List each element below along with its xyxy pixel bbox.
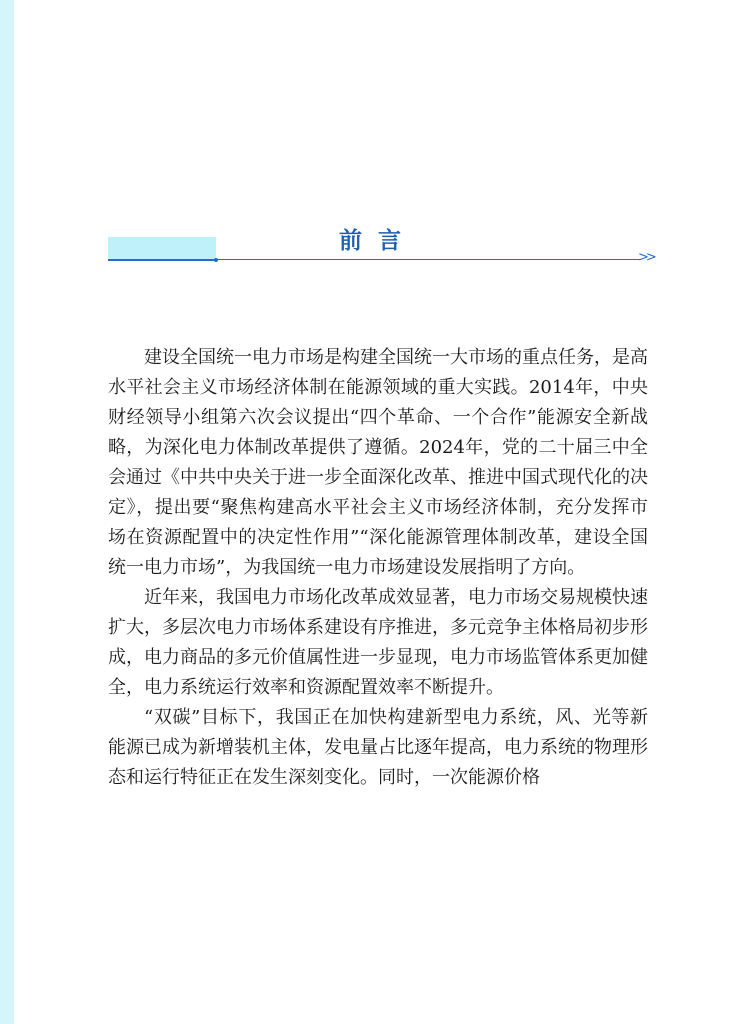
double-chevron-right-icon: >> [638,250,654,265]
paragraph-3: “双碳”目标下，我国正在加快构建新型电力系统，风、光等新能源已成为新增装机主体，发电量占比逐年提高，电力系统的物理形态和运行特征正在发生深刻变化。同时，一次能源价格 [108,707,648,788]
heading-rule-dot [214,258,218,262]
section-heading [108,222,654,270]
page-title: 前言 [339,228,417,254]
heading-rule [217,259,641,260]
heading-rule-thick [108,259,217,261]
preface-body [108,343,648,793]
page-edge-strip [0,0,14,1024]
paragraph-1: 建设全国统一电力市场是构建全国统一大市场的重点任务，是高水平社会主义市场经济体制在能源领域的重大实践。2014年，中央财经领导小组第六次会议提出“四个革命、一个合作”能源安全新战略，为深化电力体制改革提供了遵循。2024年，党的二十届三中全会通过《中共中央关于进一步全面深化改革、推进中国式现代化的决定》，提出要“聚焦构建高水平社会主义市场经济体制，充分发挥市场在资源配置中的决定性作用”“深化能源管理体制改革，建设全国统一电力市场”，为我国统一电力市场建设发展指明了方向。 [108,347,648,578]
paragraph-2: 近年来，我国电力市场化改革成效显著，电力市场交易规模快速扩大，多层次电力市场体系建设有序推进，多元竞争主体格局初步形成，电力商品的多元价值属性进一步显现，电力市场监管体系更加健全，电力系统运行效率和资源配置效率不断提升。 [108,587,648,698]
